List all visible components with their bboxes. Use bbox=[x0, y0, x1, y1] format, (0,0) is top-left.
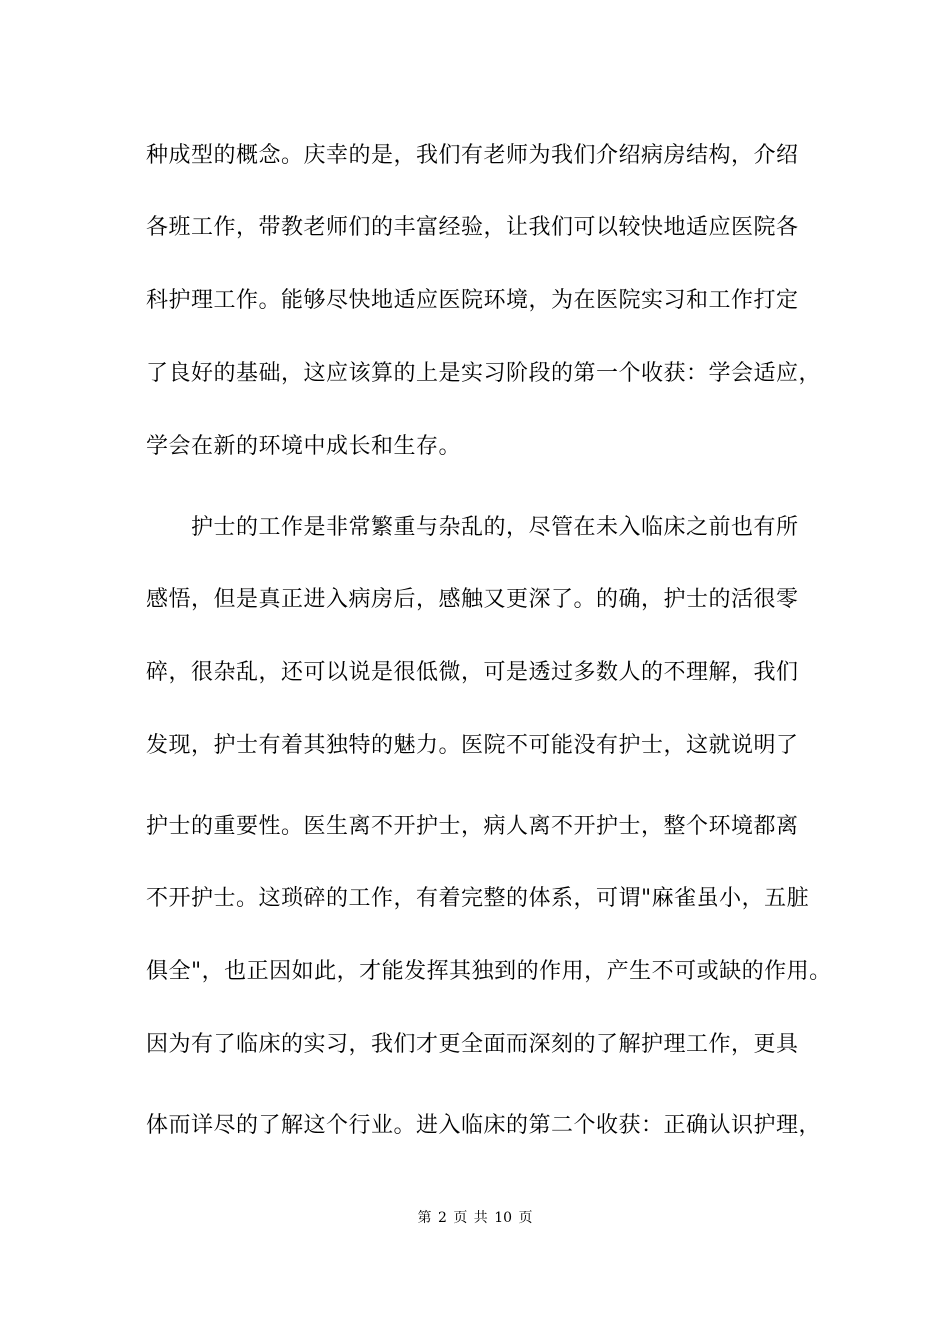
paragraph-line: 科护理工作。能够尽快地适应医院环境，为在医院实习和工作打定 bbox=[146, 288, 799, 313]
paragraph-line: 发现，护士有着其独特的魅力。医院不可能没有护士，这就说明了 bbox=[146, 733, 799, 758]
footer-page-label: 第 bbox=[417, 1210, 432, 1226]
paragraph-line: 不开护士。这琐碎的工作，有着完整的体系，可谓"麻雀虽小，五脏 bbox=[146, 886, 810, 911]
paragraph-line: 俱全"，也正因如此，才能发挥其独到的作用，产生不可或缺的作用。 bbox=[146, 959, 832, 984]
footer-page-unit: 页 bbox=[453, 1210, 468, 1226]
paragraph-line: 学会在新的环境中成长和生存。 bbox=[146, 434, 462, 459]
footer-total-label: 共 bbox=[473, 1210, 488, 1226]
footer-current-page: 2 bbox=[437, 1210, 447, 1226]
paragraph-line: 种成型的概念。庆幸的是，我们有老师为我们介绍病房结构，介绍 bbox=[146, 143, 799, 168]
paragraph-line: 护士的重要性。医生离不开护士，病人离不开护士，整个环境都离 bbox=[146, 814, 799, 839]
page-footer bbox=[0, 1208, 950, 1228]
paragraph-line: 护士的工作是非常繁重与杂乱的，尽管在未入临床之前也有所 bbox=[191, 515, 799, 540]
paragraph-line: 了良好的基础，这应该算的上是实习阶段的第一个收获：学会适应， bbox=[146, 361, 822, 386]
paragraph-line: 体而详尽的了解这个行业。进入临床的第二个收获：正确认识护理， bbox=[146, 1113, 822, 1138]
footer-total-pages: 10 bbox=[494, 1210, 513, 1226]
paragraph-line: 感悟，但是真正进入病房后，感触又更深了。的确，护士的活很零 bbox=[146, 587, 799, 612]
paragraph-line: 各班工作，带教老师们的丰富经验，让我们可以较快地适应医院各 bbox=[146, 215, 799, 240]
footer-total-unit: 页 bbox=[518, 1210, 533, 1226]
paragraph-line: 碎，很杂乱，还可以说是很低微，可是透过多数人的不理解，我们 bbox=[146, 660, 799, 685]
paragraph-line: 因为有了临床的实习，我们才更全面而深刻的了解护理工作，更具 bbox=[146, 1032, 799, 1057]
